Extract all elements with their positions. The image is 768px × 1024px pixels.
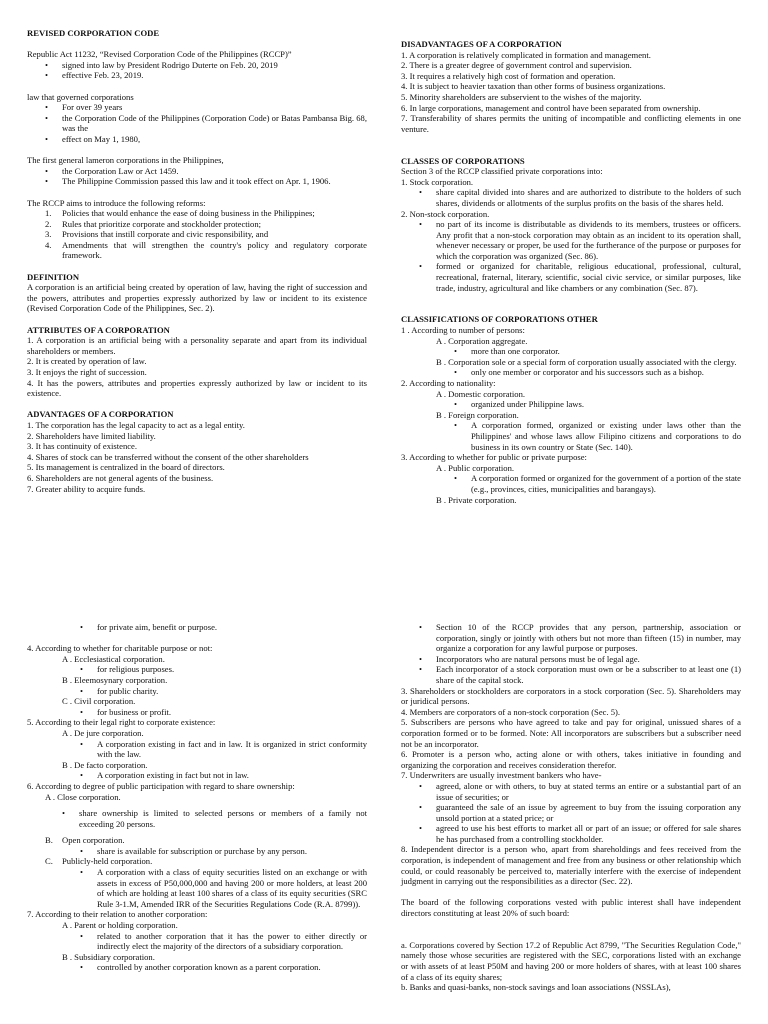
classification-item: 7. According to their relation to another corporation:: [27, 909, 208, 920]
attributes-heading: ATTRIBUTES OF A CORPORATION: [27, 324, 170, 335]
classification-sub: A . De jure corporation.: [62, 727, 144, 738]
definition-heading: DEFINITION: [27, 271, 80, 282]
underwriter-list: [436, 781, 741, 845]
classification-sub: A . Corporation aggregate.: [436, 335, 528, 346]
list-item: • agreed to use his best efforts to market all or part of an issue; or offered for sale shares he has purchased from a controlling stockholder.: [436, 823, 741, 844]
reforms-heading: The RCCP aims to introduce the following reforms:: [27, 197, 206, 208]
advantages-heading: ADVANTAGES OF A CORPORATION: [27, 409, 174, 420]
covered-item: a. Corporations covered by Section 17.2 of Republic Act 8799, "The Securities Regulation Code," namely those whose securities are registered with the SEC, corporations listed with an exchange or with assets of at least P50M and having 200 or more holders of shares, with at least 100 shares of a class of its equity shares;: [401, 939, 741, 982]
corporator-item: 3. Shareholders or stockholders are corporators in a stock corporation (Sec. 5). Shareholders may or juridical persons.: [401, 685, 741, 707]
list-item: • formed or organized for charitable, religious educational, professional, cultural, recreational, fraternal, literary, scientific, social civic service, or similar purposes, like trade, industry, agricultural and like chambers or any combination (Sec. 87).: [436, 261, 741, 293]
list-item: • effective Feb. 23, 2019.: [62, 70, 367, 81]
advantage-item: 2. Shareholders have limited liability.: [27, 430, 156, 441]
sub-list: [97, 962, 367, 973]
advantage-item: 3. It has continuity of existence.: [27, 441, 138, 452]
classification-sub: C . Civil corporation.: [62, 696, 136, 707]
classification-sub: B . De facto corporation.: [62, 759, 148, 770]
advantage-item: 5. Its management is centralized in the board of directors.: [27, 462, 225, 473]
list-item: 2. Rules that prioritize corporate and stockholder protection;: [45, 218, 262, 229]
top-left-column: [27, 28, 367, 494]
attribute-item: 4. It has the powers, attributes and properties expressly authorized by law or incident to its existence.: [27, 377, 367, 399]
classification-sub-list: [45, 856, 367, 867]
classification-sub: B . Foreign corporation.: [436, 409, 519, 420]
stock-label: 1. Stock corporation.: [401, 176, 474, 187]
sub-list: [471, 420, 741, 452]
advantage-item: 1. The corporation has the legal capacity to act as a legal entity.: [27, 419, 245, 430]
attribute-item: 1. A corporation is an artificial being with a personality separate and apart from its individual shareholders or members.: [27, 335, 367, 356]
sub-list: [97, 707, 367, 718]
other-classifications-heading: CLASSIFICATIONS OF CORPORATIONS OTHER: [401, 314, 598, 325]
nonstock-label: 2. Non-stock corporation.: [401, 208, 490, 219]
list-item: • only one member or corporator and his successors such as a bishop.: [471, 367, 741, 378]
attribute-item: 3. It enjoys the right of succession.: [27, 367, 147, 377]
advantage-item: 7. Greater ability to acquire funds.: [27, 483, 146, 494]
list-item: • no part of its income is distributable as dividends to its members, trustees or officers. Any profit that a non-stock corporation may obtain as an incident to its operation shall, whenever necessary or proper, be used for the furtherance of the purpose or purposes for which the corporation was organized (Sec. 86).: [436, 219, 741, 261]
sub-list: [471, 367, 741, 378]
sub-list: [97, 686, 367, 697]
attribute-item: 2. It is created by operation of law.: [27, 356, 147, 367]
sub-list: [97, 664, 367, 675]
list-item: • the Corporation Code of the Philippines (Corporation Code) or Batas Pambansa Big. 68, was the: [62, 113, 367, 134]
classification-item: 3. According to whether for public or private purpose:: [401, 452, 587, 463]
list-item: • share is available for subscription or purchase by any person.: [97, 846, 367, 857]
classification-sub: B. Open corporation.: [45, 835, 125, 846]
bottom-page: [0, 590, 768, 1024]
corporator-item: 6. Promoter is a person who, acting alone or with others, takes initiative in founding and organizing the corporation and receives consideration therefor.: [401, 749, 741, 770]
law-list: [62, 102, 367, 144]
reforms-list: [45, 208, 367, 261]
classes-heading: CLASSES OF CORPORATIONS: [401, 155, 525, 166]
list-item: • A corporation existing in fact and in law. It is organized in strict conformity with the law.: [97, 739, 367, 760]
disadvantage-item: 7. Transferability of shares permits the uniting of incompatible and conflicting elements in one venture.: [401, 113, 741, 134]
list-item: • for public charity.: [97, 686, 367, 697]
sub-list: [97, 770, 367, 781]
list-item: 3. Provisions that instill corporate and civic responsibility, and: [45, 229, 269, 240]
list-item: • more than one corporator.: [471, 346, 741, 357]
sub-list: [97, 846, 367, 857]
list-item: • Incorporators who are natural persons must be of legal age.: [436, 654, 741, 665]
disadvantage-item: 6. In large corporations, management and control have been separated from ownership.: [401, 102, 701, 113]
list-item: • for business or profit.: [97, 707, 367, 718]
list-item: • controlled by another corporation known as a parent corporation.: [97, 962, 367, 973]
sub-list: [97, 931, 367, 952]
first-list: [62, 166, 367, 187]
disadvantage-item: 5. Minority shareholders are subservient to the wishes of the majority.: [401, 91, 642, 102]
list-item: • for religious purposes.: [97, 664, 367, 675]
incorporator-list: [436, 622, 741, 686]
first-heading: The first general lameron corporations in the Philippines,: [27, 155, 224, 166]
list-item: • share capital divided into shares and are authorized to distribute to the holders of such shares, dividends or allotments of the surplus profits on the basis of the shares held.: [436, 187, 741, 208]
list-item: 1. Policies that would enhance the ease of doing business in the Philippines;: [45, 208, 315, 219]
classification-sub-list: [45, 835, 367, 846]
list-item: • A corporation formed, organized or existing under laws other than the Philippines' and whose laws allow Filipino citizens and corporations to do business in its own country or State (Sec. 140).: [471, 420, 741, 452]
classification-sub: A . Ecclesiastical corporation.: [62, 653, 165, 664]
list-item: • For over 39 years: [62, 102, 367, 113]
list-item: 4. Amendments that will strengthen the country's policy and regulatory corporate framework.: [45, 239, 367, 261]
sub-list: [471, 346, 741, 357]
classification-sub: A . Close corporation.: [45, 791, 121, 802]
sub-list: [97, 622, 367, 633]
board-text: The board of the following corporations vested with public interest shall have independent directors constituting at least 20% of such board:: [401, 897, 741, 919]
sub-list: [79, 808, 367, 829]
list-item: • share ownership is limited to selected persons or members of a family not exceeding 20 persons.: [79, 808, 367, 829]
classification-sub: A . Parent or holding corporation.: [62, 920, 178, 931]
list-item: • A corporation existing in fact but not in law.: [97, 770, 367, 781]
disadvantage-item: 4. It is subject to heavier taxation than other forms of business organizations.: [401, 81, 666, 92]
list-item: • guaranteed the sale of an issue by agreement to buy from the issuing corporation any unsold portion at a stated price; or: [436, 802, 741, 823]
top-right-column: [401, 39, 741, 505]
nonstock-list: [436, 219, 741, 293]
corporator-item: 5. Subscribers are persons who have agreed to take and pay for original, unissued shares of a corporation formed or to be formed. Note: All incorporators are subscribers but a subscriber need not be an incorporator.: [401, 717, 741, 749]
list-item: • A corporation with a class of equity securities listed on an exchange or with assets in excess of P50,000,000 and having 200 or more holders, at least 200 of which are holding at least 100 shares of a class of its equity securities (SRC Rule 3-1.M, Amended IRR of the Securities Regulations Code (R.A. 8799)).: [97, 867, 367, 909]
list-item: • the Corporation Law or Act 1459.: [62, 166, 367, 177]
corporator-item: 7. Underwriters are usually investment bankers who have-: [401, 770, 602, 781]
list-item: • related to another corporation that it has the power to either directly or indirectly elect the majority of the directors of a subsidiary corporation.: [97, 931, 367, 952]
list-item: • Section 10 of the RCCP provides that any person, partnership, association or corporation, singly or jointly with others but not more than fifteen (15) in number, may organize a corporation for any lawful purpose or purposes.: [436, 622, 741, 654]
classes-intro: Section 3 of the RCCP classified private corporations into:: [401, 166, 603, 177]
advantage-item: 4. Shares of stock can be transferred without the consent of the other shareholders: [27, 451, 309, 462]
classification-item: 5. According to their legal right to corporate existence:: [27, 717, 216, 728]
sub-list: [97, 739, 367, 760]
list-item: • effect on May 1, 1980,: [62, 134, 367, 145]
classification-item: 2. According to nationality:: [401, 378, 496, 388]
document-title: REVISED CORPORATION CODE: [27, 28, 160, 38]
classification-sub: C. Publicly-held corporation.: [45, 856, 153, 867]
classification-item: 6. According to degree of public participation with regard to share ownership:: [27, 780, 295, 791]
sub-list: [97, 867, 367, 909]
list-item: • signed into law by President Rodrigo Duterte on Feb. 20, 2019: [62, 60, 367, 71]
list-item: • The Philippine Commission passed this law and it took effect on Apr. 1, 1906.: [62, 176, 367, 187]
disadvantage-item: 1. A corporation is relatively complicated in formation and management.: [401, 49, 651, 60]
disadvantages-heading: DISADVANTAGES OF A CORPORATION: [401, 39, 562, 49]
list-item: • agreed, alone or with others, to buy at stated terms an entire or a substantial part of an issue of securities; or: [436, 781, 741, 802]
intro-list: [62, 60, 367, 81]
list-item: • Each incorporator of a stock corporation must own or be a subscriber to at least one (1) share of the capital stock.: [436, 664, 741, 685]
corporator-item: 8. Independent director is a person who, apart from shareholdings and fees received from the corporation, is independent of management and free from any business or other relationship which could, or could reasonably be perceived to, materially interfere with the exercise of independent judgment in carrying out the responsibilities as a director (Sec. 22).: [401, 844, 741, 887]
intro-text: Republic Act 11232, “Revised Corporation Code of the Philippines (RCCP)”: [27, 49, 292, 60]
covered-item: b. Banks and quasi-banks, non-stock savings and loan associations (NSSLAs),: [401, 982, 671, 993]
classification-item: 4. According to whether for charitable purpose or not:: [27, 643, 213, 654]
list-item: • for private aim, benefit or purpose.: [97, 622, 367, 633]
bottom-left-column: [27, 622, 367, 973]
disadvantage-item: 2. There is a greater degree of government control and supervision.: [401, 60, 632, 71]
classification-sub: B . Private corporation.: [436, 494, 517, 505]
corporator-item: 4. Members are corporators of a non-stock corporation (Sec. 5).: [401, 706, 621, 717]
list-item: • A corporation formed or organized for the government of a portion of the state (e.g., provinces, cities, municipalities and barangays).: [471, 473, 741, 494]
sub-list: [471, 473, 741, 494]
bottom-right-column: [401, 622, 741, 993]
classification-sub: B . Eleemosynary corporation.: [62, 674, 168, 685]
classification-sub: B . Subsidiary corporation.: [62, 951, 155, 962]
classification-item: 1 . According to number of persons:: [401, 325, 525, 336]
classification-sub: A . Public corporation.: [436, 462, 515, 473]
sub-list: [471, 399, 741, 410]
law-heading: law that governed corporations: [27, 91, 134, 102]
disadvantage-item: 3. It requires a relatively high cost of formation and operation.: [401, 70, 616, 81]
advantage-item: 6. Shareholders are not general agents of the business.: [27, 472, 214, 483]
list-item: • organized under Philippine laws.: [471, 399, 741, 410]
definition-text: A corporation is an artificial being created by operation of law, having the right of succession and the powers, attributes and properties expressly authorized by law or incident to its existence (Revised Corporation Code of the Philippines, Sec. 2).: [27, 282, 367, 314]
classification-sub: B . Corporation sole or a special form of corporation usually associated with the clergy.: [436, 356, 737, 367]
stock-list: [436, 187, 741, 208]
classification-sub: A . Domestic corporation.: [436, 388, 526, 399]
